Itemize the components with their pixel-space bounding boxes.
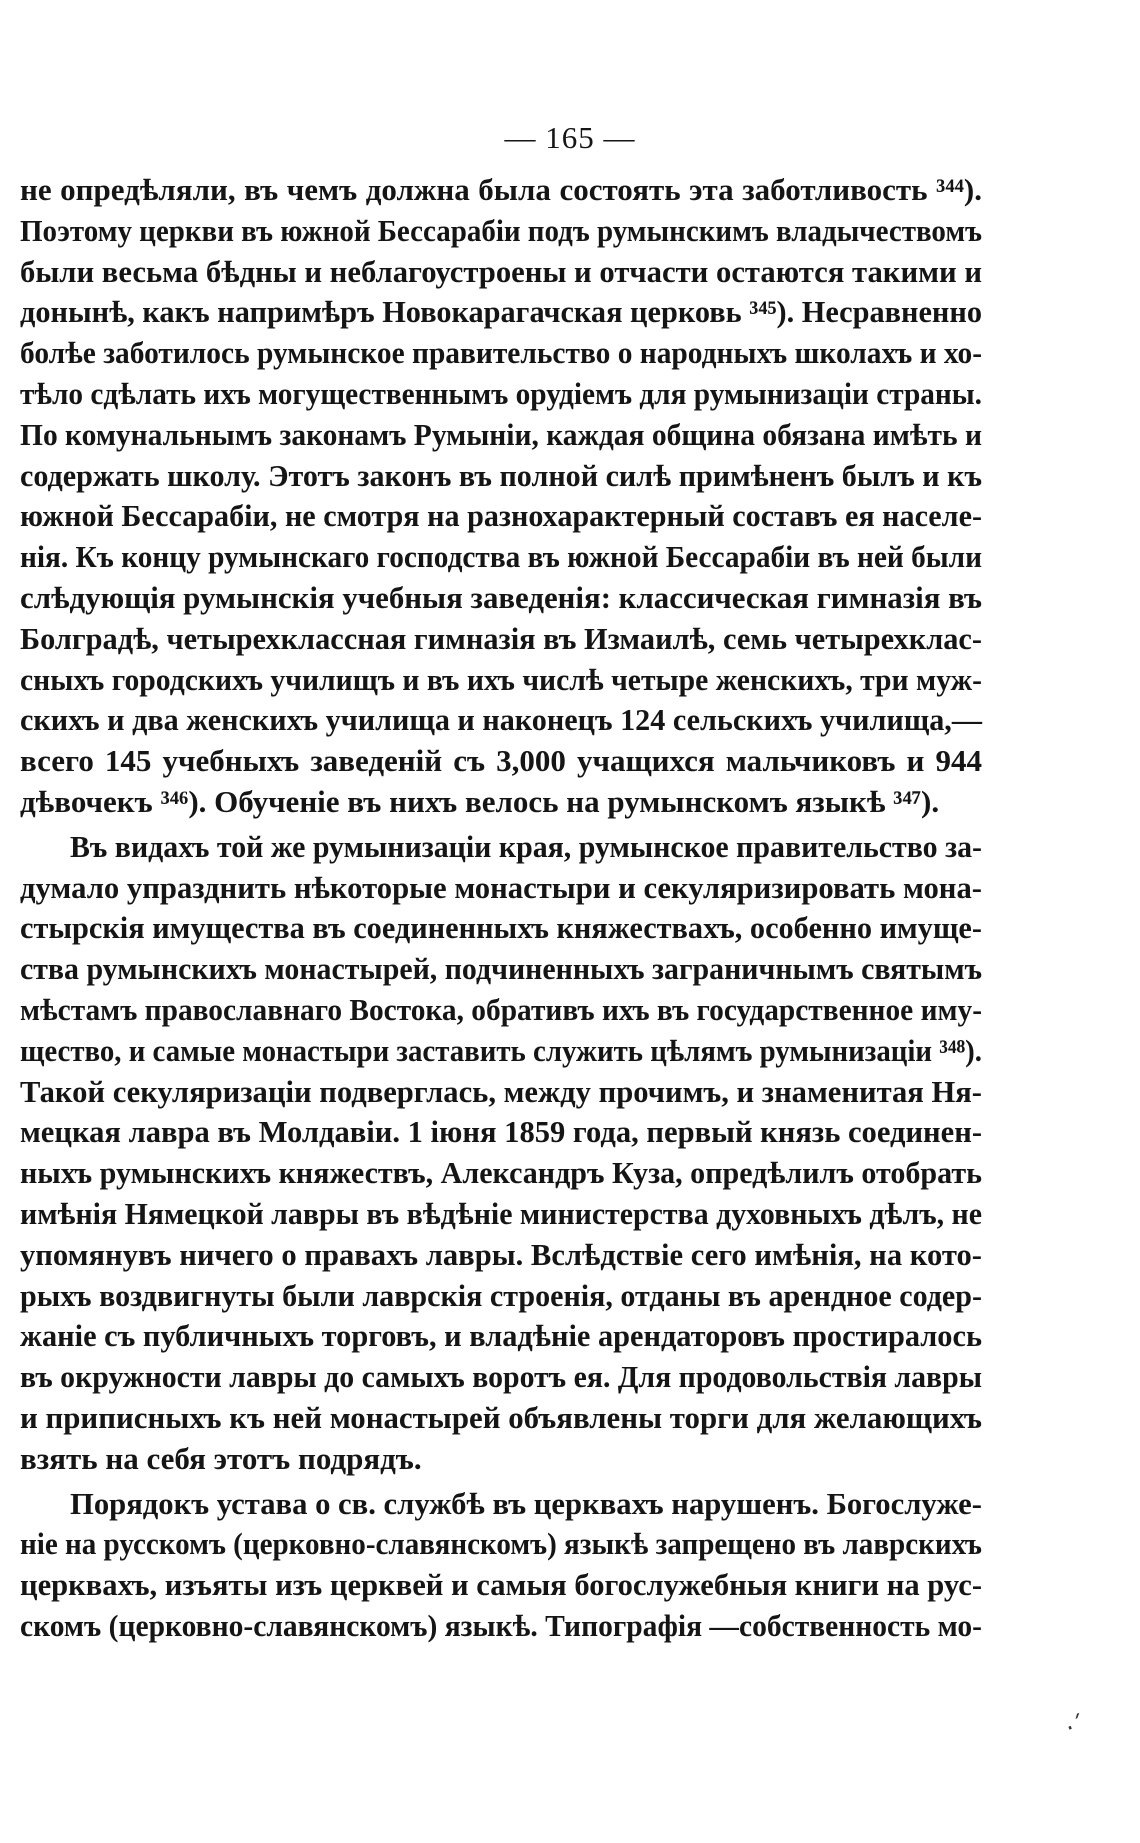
text-line: Порядокъ устава о св. службѣ въ церквахъ нарушенъ. Богослуже- bbox=[69, 1485, 982, 1521]
text-line: скихъ и два женскихъ училища и наконецъ 124 сельскихъ училища,— bbox=[20, 702, 982, 738]
text-line: содержать школу. Этотъ законъ въ полной силѣ примѣненъ былъ и къ bbox=[20, 457, 982, 493]
text-line: взять на себя этотъ подрядъ. bbox=[20, 1440, 422, 1476]
text-line: нія. Къ концу румынскаго господства въ южной Бессарабіи въ ней были bbox=[20, 539, 982, 575]
text-line: южной Бессарабіи, не смотря на разнохарактерный составъ ея населе- bbox=[20, 498, 982, 534]
text-line: стырскія имущества въ соединенныхъ княжествахъ, особенно имуще- bbox=[20, 910, 982, 946]
text-line: дѣвочекъ ³⁴⁶). Обученіе въ нихъ велось на румынскомъ языкѣ ³⁴⁷). bbox=[20, 783, 940, 819]
margin-mark: ·ˊ bbox=[1061, 1709, 1090, 1743]
text-line: церквахъ, изъяты изъ церквей и самыя богослужебныя книги на рус- bbox=[20, 1567, 982, 1603]
text-line: сныхъ городскихъ училищъ и въ ихъ числѣ четыре женскихъ, три муж- bbox=[20, 661, 982, 697]
body-text bbox=[20, 170, 982, 1647]
text-line: донынѣ, какъ напримѣръ Новокарагачская церковь ³⁴⁵). Несравненно bbox=[20, 294, 982, 330]
text-line: тѣло сдѣлать ихъ могущественнымъ орудіемъ для румынизаціи страны. bbox=[20, 375, 982, 411]
text-line: ныхъ румынскихъ княжествъ, Александръ Куза, опредѣлилъ отобрать bbox=[20, 1155, 982, 1191]
text-line: ства румынскихъ монастырей, подчиненныхъ заграничнымъ святымъ bbox=[20, 951, 982, 987]
text-line: были весьма бѣдны и неблагоустроены и отчасти остаются такими и bbox=[20, 253, 982, 289]
text-line: мецкая лавра въ Молдавіи. 1 іюня 1859 года, первый князь соединен- bbox=[20, 1114, 982, 1150]
text-line: болѣе заботилось румынское правительство о народныхъ школахъ и хо- bbox=[20, 335, 982, 371]
page-number: — 165 — bbox=[504, 120, 636, 155]
text-line: жаніе съ публичныхъ торговъ, и владѣніе арендаторовъ простиралось bbox=[20, 1318, 982, 1354]
text-line: щество, и самые монастыри заставить служить цѣлямъ румынизаціи ³⁴⁸). bbox=[20, 1032, 982, 1068]
text-line: имѣнія Нямецкой лавры въ вѣдѣніе министерства духовныхъ дѣлъ, не bbox=[20, 1195, 982, 1231]
text-line: Болградѣ, четырехклассная гимназія въ Измаилѣ, семь четырехклас- bbox=[20, 620, 982, 656]
text-line: Поэтому церкви въ южной Бессарабіи подъ румынскимъ владычествомъ bbox=[20, 212, 982, 248]
paragraph-2 bbox=[20, 827, 982, 1480]
paragraph-1 bbox=[20, 170, 982, 823]
paragraph-3 bbox=[20, 1484, 982, 1647]
text-line: упомянувъ ничего о правахъ лавры. Вслѣдствіе сего имѣнія, на кото- bbox=[20, 1236, 982, 1272]
text-line: ніе на русскомъ (церковно-славянскомъ) языкѣ запрещено въ лаврскихъ bbox=[20, 1526, 982, 1562]
text-line: рыхъ воздвигнуты были лаврскія строенія, отданы въ арендное содер- bbox=[20, 1277, 982, 1313]
text-line: По комунальнымъ законамъ Румыніи, каждая община обязана имѣть и bbox=[20, 416, 982, 452]
text-line: не опредѣляли, въ чемъ должна была состоять эта заботливость ³⁴⁴). bbox=[20, 172, 982, 207]
text-line: думало упразднить нѣкоторые монастыри и секуляризировать мона- bbox=[20, 869, 982, 905]
text-line: Въ видахъ той же румынизаціи края, румынское правительство за- bbox=[69, 828, 982, 864]
text-line: Такой секуляризаціи подверглась, между прочимъ, и знаменитая Ня- bbox=[20, 1073, 982, 1109]
text-line: и приписныхъ къ ней монастырей объявлены торги для желающихъ bbox=[20, 1399, 982, 1435]
text-line: слѣдующія румынскія учебныя заведенія: классическая гимназія въ bbox=[20, 579, 982, 615]
text-line: мѣстамъ православнаго Востока, обративъ ихъ въ государственное иму- bbox=[20, 991, 982, 1027]
text-line: всего 145 учебныхъ заведеній съ 3,000 учащихся мальчиковъ и 944 bbox=[20, 743, 982, 779]
text-line: скомъ (церковно-славянскомъ) языкѣ. Типографія —собственность мо- bbox=[20, 1607, 982, 1643]
text-line: въ окружности лавры до самыхъ воротъ ея. Для продовольствія лавры bbox=[20, 1359, 982, 1395]
